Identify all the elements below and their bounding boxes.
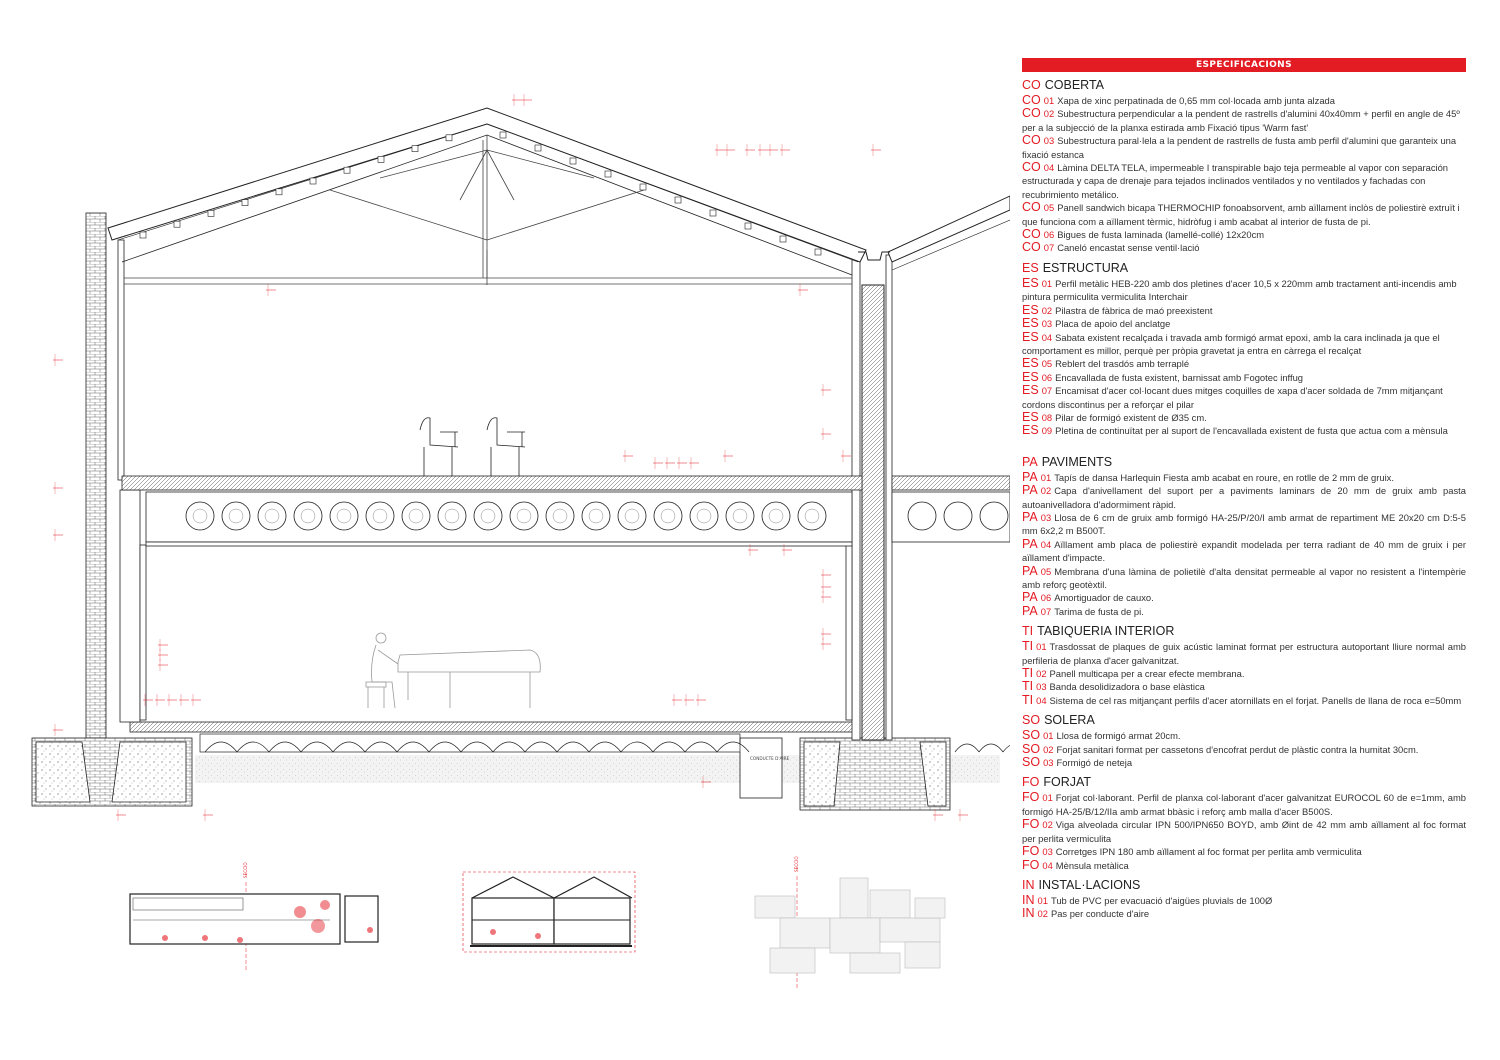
spec-item-text: Mènsula metàlica — [1055, 859, 1129, 871]
spec-item-code: ES — [1022, 329, 1039, 344]
spec-item — [1022, 667, 1466, 680]
purlin — [344, 167, 350, 173]
spec-item-code: CO — [1022, 160, 1041, 175]
purlin — [208, 210, 214, 216]
specs-header: ESPECIFICACIONS — [1022, 58, 1466, 72]
purlin — [242, 200, 248, 206]
spec-item-number: 07 — [1040, 605, 1052, 617]
specifications-panel — [1022, 58, 1466, 921]
spec-item-text: Bigues de fusta laminada (lamellé-collé) 12x20cm — [1057, 229, 1265, 241]
spec-section-fo — [1022, 774, 1466, 871]
spec-item — [1022, 134, 1466, 161]
spec-item-number: 02 — [1041, 304, 1053, 316]
spec-item-code: PA — [1022, 469, 1038, 484]
spec-item-text: Membrana d'una làmina de polietilè d'alta densitat permeable al vapor no resistent a l'intempèrie amb reforç geotèxtil. — [1022, 565, 1466, 590]
purlin — [535, 145, 541, 151]
spec-item — [1022, 640, 1466, 667]
purlin — [780, 236, 786, 242]
spec-item-text: Formigó de neteja — [1056, 757, 1133, 769]
spec-item-number: 03 — [1042, 846, 1053, 858]
vault-arch — [653, 742, 685, 752]
spec-item-code: FO — [1022, 817, 1040, 832]
spec-item-code: CO — [1022, 227, 1041, 242]
spec-section-title — [1022, 454, 1466, 471]
spec-item-code: SO — [1022, 741, 1041, 756]
spec-item — [1022, 680, 1466, 693]
spec-item-code: FO — [1022, 844, 1040, 859]
spec-section-title — [1022, 877, 1466, 894]
spec-item-number: 02 — [1043, 108, 1055, 120]
spec-item — [1022, 894, 1466, 907]
spec-item-number: 06 — [1040, 592, 1052, 604]
spec-item-text: Llosa de formigó armat 20cm. — [1056, 730, 1181, 742]
spec-item-number: 03 — [1043, 135, 1055, 147]
spec-item-number: 05 — [1041, 358, 1053, 370]
specs-body — [1022, 77, 1466, 921]
spec-item — [1022, 94, 1466, 107]
spec-item-text: Pilastra de fàbrica de maó preexistent — [1055, 304, 1213, 316]
beam-opening — [186, 502, 214, 530]
spec-item-number: 01 — [1040, 471, 1052, 483]
spec-section-name: FORJAT — [1043, 775, 1092, 790]
spec-item-text: Xapa de xinc perpatinada de 0,65 mm col·locada amb junta alzada — [1057, 95, 1335, 106]
brick-wall-left — [86, 213, 106, 738]
spec-item-code: IN — [1022, 892, 1035, 907]
spec-item-text: Tapís de dansa Harlequin Fiesta amb acabat en roure, en rotlle de 2 mm de gruix. — [1054, 471, 1394, 483]
beam-opening — [690, 502, 718, 530]
spec-section-code: TI — [1022, 624, 1034, 639]
spec-section-name: TABIQUERIA INTERIOR — [1037, 624, 1175, 639]
vault-arch — [979, 744, 1003, 752]
spec-item-text: Panell sandwich bicapa THERMOCHIP fonoabsorvent, amb aïllament inclòs de poliestirè extruït i que funciona com a aïllament tèrmic, hidròfug i amb acabat al interior de fusta de pi. — [1022, 202, 1460, 227]
spec-item — [1022, 371, 1466, 384]
beam-opening — [582, 502, 610, 530]
beam-opening — [222, 502, 250, 530]
spec-item-code: PA — [1022, 483, 1038, 498]
vault-arch — [621, 742, 653, 752]
vault-arch — [685, 742, 717, 752]
spec-item-number: 02 — [1042, 819, 1053, 831]
spec-item-text: Encavallada de fusta existent, barnissat amb Fogotec inffug — [1055, 371, 1304, 383]
spec-item-number: 01 — [1043, 730, 1054, 742]
spec-item — [1022, 859, 1466, 872]
vault-arch — [493, 742, 525, 752]
spec-item-number: 02 — [1040, 485, 1052, 497]
spec-item-code: CO — [1022, 240, 1041, 255]
foundation-left-footing — [36, 742, 90, 802]
spec-item — [1022, 317, 1466, 330]
beam-opening — [258, 502, 286, 530]
spec-item — [1022, 384, 1466, 411]
spec-item-number: 03 — [1040, 511, 1052, 523]
spec-item — [1022, 161, 1466, 201]
vault-arch — [589, 742, 621, 752]
vault-arch — [1003, 744, 1010, 752]
spec-section-title — [1022, 774, 1466, 791]
concrete-pillar — [862, 285, 884, 740]
spec-item-number: 02 — [1036, 668, 1047, 680]
spec-section-name: ESTRUCTURA — [1042, 260, 1129, 275]
spec-item-text: Amortiguador de cauxo. — [1054, 592, 1154, 604]
beam-opening — [546, 502, 574, 530]
beam-opening — [762, 502, 790, 530]
spec-item-text: Viga alveolada circular IPN 500/IPN650 BOYD, amb Øint de 42 mm amb aïllament al foc format per perlita vermiculita — [1022, 819, 1466, 844]
spec-item-code: SO — [1022, 728, 1041, 743]
spec-item-text: Placa de apoio del anclatge — [1055, 318, 1171, 330]
vault-arch — [397, 742, 429, 752]
purlin — [310, 178, 316, 184]
pillar-lining-left — [852, 255, 860, 740]
spec-section-code: PA — [1022, 454, 1038, 469]
spec-section-code: FO — [1022, 775, 1040, 790]
spec-item-number: 04 — [1042, 859, 1053, 871]
spec-item-number: 02 — [1043, 743, 1054, 755]
spec-item — [1022, 304, 1466, 317]
spec-item — [1022, 357, 1466, 370]
upper-floor-slab — [122, 476, 862, 490]
purlin — [815, 249, 821, 255]
roof-right-gable — [888, 196, 1010, 262]
spec-item — [1022, 591, 1466, 604]
purlin — [675, 197, 681, 203]
spec-item-code: TI — [1022, 639, 1034, 654]
spec-item — [1022, 107, 1466, 134]
spec-item-code: ES — [1022, 302, 1039, 317]
spec-section-name: INSTAL·LACIONS — [1038, 877, 1141, 892]
vault-arch — [429, 742, 461, 752]
purlin — [446, 135, 452, 141]
spec-section-code: ES — [1022, 260, 1039, 275]
spec-item-text: Perfil metàlic HEB-220 amb dos pletines d'acer 10,5 x 220mm amb tractament anti-incendis amb pintura permiculita vermiculita Interchair — [1022, 277, 1457, 303]
spec-item-code: ES — [1022, 356, 1039, 371]
beam-opening — [980, 502, 1008, 530]
spec-item — [1022, 743, 1466, 756]
spec-section-code: SO — [1022, 713, 1041, 728]
purlin — [276, 189, 282, 195]
spec-item-number: 07 — [1041, 385, 1053, 397]
spec-item-text: Capa d'anivellament del suport per a paviments laminars de 20 mm de gruix amb pasta autoanivelladora d'adormiment ràpid. — [1022, 485, 1466, 510]
spec-section-title — [1022, 712, 1466, 729]
seccio-label-1: SECCIÓ — [243, 862, 248, 878]
spec-section-es — [1022, 260, 1466, 438]
spec-item-text: Tarima de fusta de pi. — [1054, 605, 1144, 617]
spec-item-code: ES — [1022, 316, 1039, 331]
beam-opening — [474, 502, 502, 530]
spec-item-code: IN — [1022, 906, 1035, 921]
spec-section-name: COBERTA — [1044, 78, 1105, 92]
spec-item-text: Pas per conducte d'aire — [1050, 908, 1150, 920]
spec-item-code: PA — [1022, 509, 1038, 524]
thumb-site-plan — [755, 856, 945, 990]
spec-item-number: 06 — [1041, 371, 1053, 383]
spec-section-title — [1022, 623, 1466, 640]
beam-opening — [944, 502, 972, 530]
spec-item-text: Reblert del trasdós amb terraplé — [1055, 358, 1190, 370]
spec-item-number: 03 — [1043, 757, 1054, 769]
spec-item-text: Aïllament amb placa de poliestirè expandit modelada per terra radiant de 40 mm de gruix i per aïllament d'impacte. — [1022, 538, 1466, 564]
beam-opening — [330, 502, 358, 530]
spec-item — [1022, 201, 1466, 228]
spec-item-text: Pilar de formigó existent de Ø35 cm. — [1055, 411, 1207, 423]
spec-item — [1022, 694, 1466, 707]
spec-item-number: 01 — [1043, 95, 1055, 106]
spec-item-number: 08 — [1041, 411, 1053, 423]
spec-item-code: CO — [1022, 93, 1041, 107]
vault-arch — [205, 742, 237, 752]
section-spacer — [1022, 438, 1466, 449]
piano — [398, 650, 540, 708]
spec-item — [1022, 729, 1466, 742]
spec-item — [1022, 424, 1466, 437]
spec-item-text: Banda desolidizadora o base elàstica — [1049, 681, 1205, 693]
spec-item-text: Làmina DELTA TELA, impermeable I transpirable bajo teja permeable al vapor con separación estructurada y capa de drenaje para tejados inclinados ventilados y no ventilados y fachadas con recubrimiento metálico. — [1022, 162, 1449, 200]
spec-section-name: PAVIMENTS — [1041, 454, 1113, 469]
spec-item-text: Panell multicapa per a crear efecte membrana. — [1049, 668, 1245, 680]
chair-right — [487, 418, 525, 476]
vault-arch — [333, 742, 365, 752]
spec-item-text: Encamisat d'acer col·locant dues mitges coquilles de xapa d'acer soldada de 7mm mitjançant cordons discontinus per a reforçar el pilar — [1022, 385, 1443, 410]
spec-item-number: 01 — [1036, 641, 1047, 653]
purlin — [378, 156, 384, 162]
beam-opening — [510, 502, 538, 530]
spec-section-name: SOLERA — [1044, 713, 1095, 728]
beam-opening — [294, 502, 322, 530]
spec-section-in — [1022, 877, 1466, 921]
spec-item-number: 07 — [1043, 242, 1055, 254]
beam-opening — [438, 502, 466, 530]
spec-item-number: 06 — [1043, 229, 1055, 241]
purlin — [140, 232, 146, 238]
spec-section-so — [1022, 712, 1466, 769]
spec-item-text: Caneló encastat sense ventil·lació — [1057, 242, 1200, 254]
spec-item-code: ES — [1022, 275, 1039, 290]
beam-opening — [366, 502, 394, 530]
spec-section-code: CO — [1022, 78, 1041, 92]
spec-item — [1022, 484, 1466, 511]
spec-section-ti — [1022, 623, 1466, 707]
spec-section-co — [1022, 77, 1466, 255]
spec-item — [1022, 471, 1466, 484]
spec-item-number: 04 — [1041, 331, 1053, 343]
air-duct-label: CONDUCTE D'AIRE — [750, 756, 790, 761]
foundation-right-footing — [804, 742, 840, 806]
spec-item-number: 04 — [1036, 694, 1047, 706]
spec-item-number: 03 — [1041, 318, 1053, 330]
spec-item-code: ES — [1022, 423, 1039, 438]
spec-item — [1022, 791, 1466, 818]
spec-item-code: CO — [1022, 106, 1041, 121]
spec-item — [1022, 818, 1466, 845]
ground-slab — [130, 722, 855, 732]
spec-item-number: 04 — [1040, 538, 1052, 550]
spec-item-text: Forjat col·laborant. Perfil de planxa col·laborant d'acer galvanitzat EUROCOL 60 de e=1mm, amb formigó HA-25/B/12/IIa amb armat bbàsic i reforç amb malla d'acer B500S. — [1022, 792, 1466, 817]
spec-item-code: TI — [1022, 679, 1034, 694]
spec-item-text: Sabata existent recalçada i travada amb formigó armat epoxi, amb la cara inclinada ja que el comportament es millor, perquè per pròpia gravetat ja entra en càrrega el recalçat — [1022, 331, 1440, 356]
purlin — [412, 146, 418, 152]
spec-item-code: FO — [1022, 790, 1040, 805]
spec-section-title — [1022, 260, 1466, 277]
spec-item-code: ES — [1022, 409, 1039, 424]
spec-item-code: FO — [1022, 857, 1040, 872]
purlin — [570, 158, 576, 164]
purlin — [605, 171, 611, 177]
vault-arch — [237, 742, 269, 752]
vault-arch — [525, 742, 557, 752]
foundation-left-footing-2 — [112, 742, 186, 802]
spec-item — [1022, 907, 1466, 920]
spec-item-number: 05 — [1040, 565, 1052, 577]
purlin — [500, 132, 506, 138]
spec-item-number: 09 — [1041, 425, 1053, 437]
spec-item-text: Trasdossat de plaques de guix acústic laminat format per estructura autoportant lliure normal amb perfileria de planxa d'acer galvanitzat. — [1022, 641, 1466, 666]
beam-opening — [654, 502, 682, 530]
spec-item — [1022, 228, 1466, 241]
spec-item-text: Llosa de 6 cm de gruix amb formigó HA-25/P/20/I amb armat de repartiment ME 20x20 cm D:5-5 mm 6x2,2 m B500T. — [1022, 511, 1466, 537]
spec-item-code: ES — [1022, 369, 1039, 384]
beam-opening — [726, 502, 754, 530]
spec-item-text: Subestructura perpendicular a la pendent de rastrells d'alumini 40x40mm + perfil en angle de 45º per a la subjecció de la planxa estirada amb Fixació tipus 'Warm fast' — [1022, 108, 1460, 133]
upper-floor-slab-right — [892, 476, 1010, 490]
vault-arch — [365, 742, 397, 752]
purlin — [640, 184, 646, 190]
spec-item-number: 01 — [1041, 277, 1053, 289]
spec-item-number: 02 — [1037, 908, 1048, 920]
spec-item-text: Corretges IPN 180 amb aïllament al foc format per perlita amb vermiculita — [1055, 846, 1362, 858]
vault-arch — [557, 742, 589, 752]
beam-opening — [618, 502, 646, 530]
spec-section-title — [1022, 77, 1466, 94]
spec-item — [1022, 411, 1466, 424]
beam-opening — [908, 502, 936, 530]
spec-item-code: CO — [1022, 133, 1041, 148]
spec-item-code: PA — [1022, 536, 1038, 551]
suspended-ceiling — [146, 542, 852, 546]
vault-arch — [461, 742, 493, 752]
thumb-plan — [130, 862, 378, 970]
spec-item-number: 01 — [1042, 792, 1053, 804]
beam-openings — [186, 502, 1008, 530]
seccio-label-2: SECCIÓ — [794, 856, 799, 872]
chair-left — [420, 418, 458, 476]
vault-arch — [269, 742, 301, 752]
spec-section-code: IN — [1022, 877, 1035, 892]
spec-item-code: PA — [1022, 563, 1038, 578]
spec-section-pa — [1022, 454, 1466, 618]
spec-item-code: PA — [1022, 603, 1038, 618]
right-acoustic-panel — [846, 545, 852, 720]
spec-item-number: 05 — [1043, 202, 1055, 214]
pianist-figure — [366, 633, 398, 708]
spec-item-text: Subestructura paral·lela a la pendent de rastrells de fusta amb perfil d'alumini que garanteix una fixació estanca — [1022, 135, 1457, 160]
spec-item-code: TI — [1022, 692, 1034, 707]
spec-item — [1022, 241, 1466, 254]
left-lining — [118, 240, 124, 480]
spec-item-code: PA — [1022, 590, 1038, 605]
spec-item-text: Pletina de continuïtat per al suport de l'encavallada existent de fusta que actua com a mènsula — [1055, 425, 1448, 437]
spec-item — [1022, 845, 1466, 858]
spec-item — [1022, 538, 1466, 565]
vault-arch — [301, 742, 333, 752]
air-duct — [740, 738, 782, 798]
spec-item-code: CO — [1022, 200, 1041, 215]
spec-item-code: ES — [1022, 383, 1039, 398]
beam-opening — [798, 502, 826, 530]
spec-item-number: 03 — [1036, 681, 1047, 693]
pillar-lining-right — [886, 255, 892, 740]
spec-item — [1022, 331, 1466, 358]
beam-opening — [402, 502, 430, 530]
spec-item-number: 01 — [1037, 894, 1048, 906]
spec-item-text: Tub de PVC per evacuació d'aigües pluvials de 100Ø — [1050, 894, 1273, 906]
spec-item — [1022, 605, 1466, 618]
spec-item — [1022, 565, 1466, 592]
spec-item-code: SO — [1022, 755, 1041, 770]
left-acoustic-panel — [140, 545, 146, 720]
spec-item-code: TI — [1022, 666, 1034, 681]
purlin — [710, 210, 716, 216]
thumb-section — [463, 872, 635, 952]
spec-item — [1022, 277, 1466, 304]
purlin — [174, 221, 180, 227]
spec-item-text: Forjat sanitari format per cassetons d'encofrat perdut de plàstic contra la humitat 30cm. — [1056, 743, 1419, 755]
spec-item — [1022, 756, 1466, 769]
spec-item-text: Sistema de cel ras mitjançant perfils d'acer atornillats en el forjat. Panells de llana de roca e=50mm — [1049, 694, 1462, 706]
left-lining-lower — [120, 490, 140, 722]
vault-arch — [955, 744, 979, 752]
purlin — [745, 223, 751, 229]
spec-item-number: 04 — [1043, 162, 1055, 174]
spec-item — [1022, 511, 1466, 538]
